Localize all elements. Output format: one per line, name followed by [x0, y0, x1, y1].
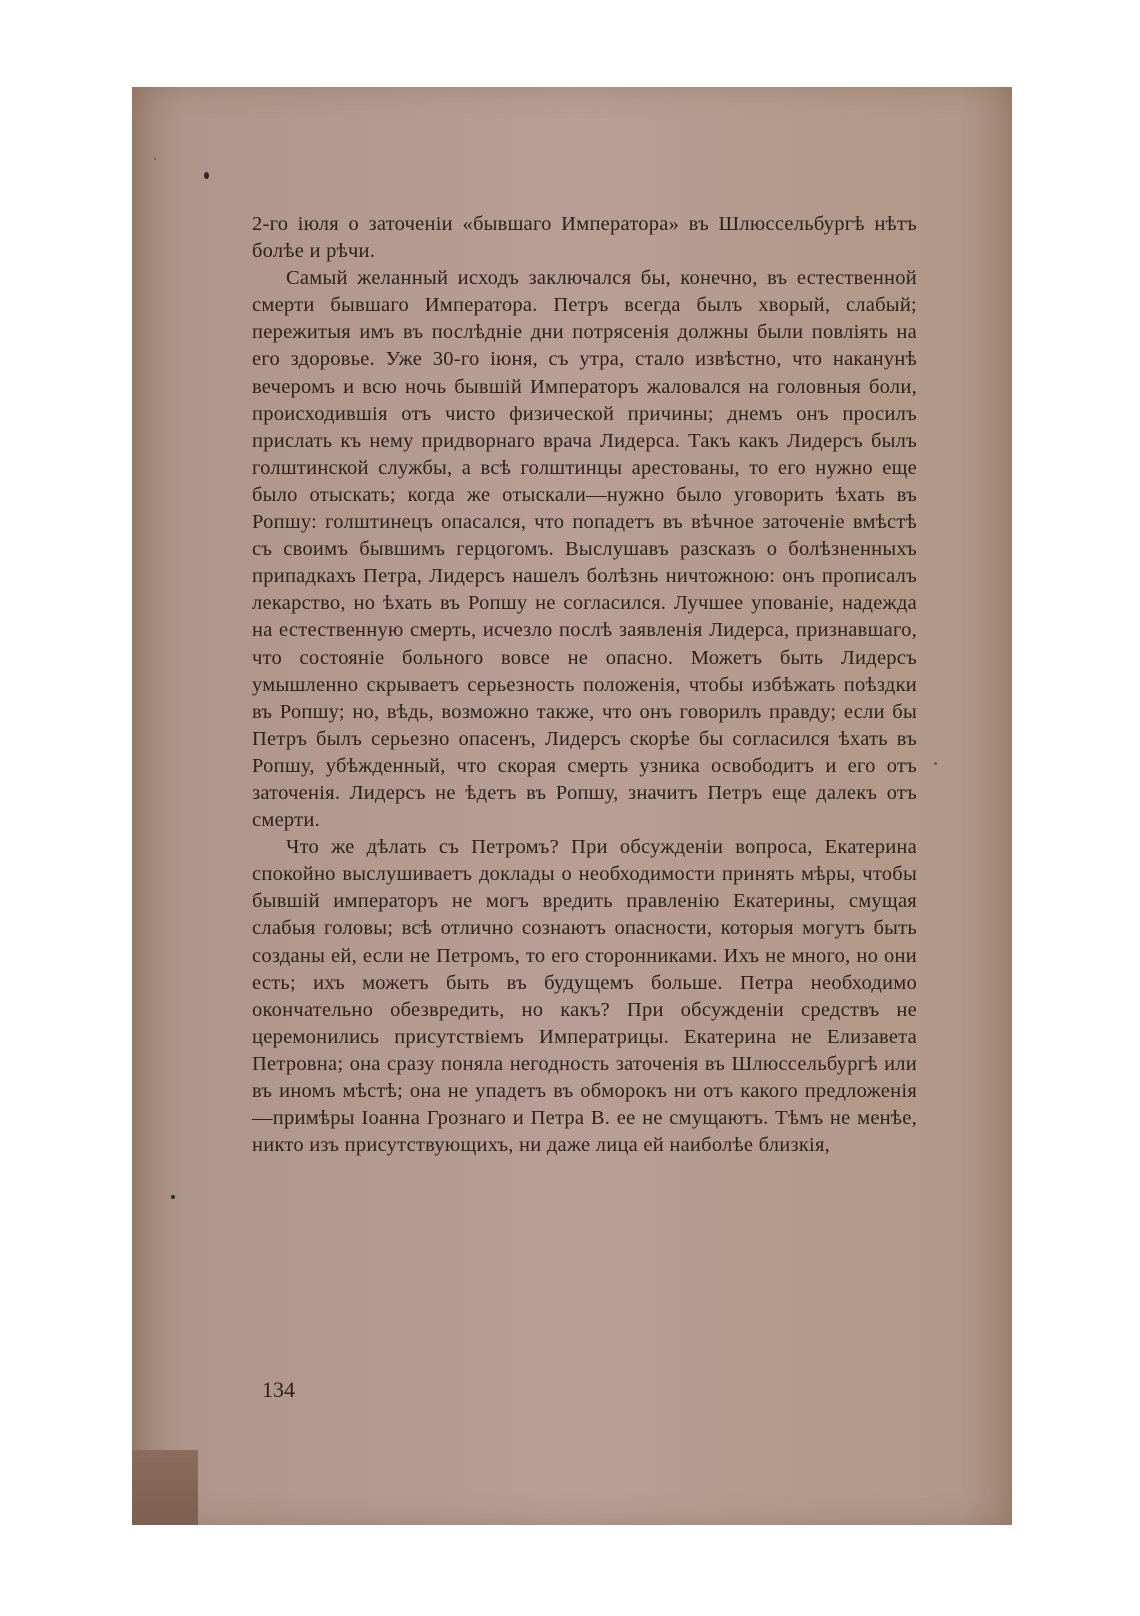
paragraph-3: Что же дѣлать съ Петромъ? При обсужденіи вопроса, Екатерина спокойно выслушиваетъ доклады о необходимости принять мѣры, чтобы бывшій императоръ не могъ вредить правленію Екатерины, смущая слабыя головы; всѣ отлично сознаютъ опасности, которыя могутъ быть созданы ей, если не Петромъ, то его сторонниками. Ихъ не много, но они есть; ихъ можетъ быть въ будущемъ больше. Петра необходимо окончательно обезвредить, но какъ? При обсужденіи средствъ не церемонились присутствіемъ Императрицы. Екатерина не Елизавета Петровна; она сразу поняла негодность заточенія въ Шлюссельбургѣ или въ иномъ мѣстѣ; она не упадетъ въ обморокъ ни отъ какого предложенія—примѣры Іоанна Грознаго и Петра В. ее не смущаютъ. Тѣмъ не менѣе, никто изъ присутствующихъ, ни даже лица ей наиболѣе близкія, [252, 836, 917, 1157]
page-edge-shadow [132, 1450, 198, 1525]
scan-speck [204, 172, 209, 179]
paragraph-2: Самый желанный исходъ заключался бы, конечно, въ естественной смерти бывшаго Императора. Петръ всегда былъ хворый, слабый; пережитыя имъ въ послѣдніе дни потрясенія должны были повліять на его здоровье. Уже 30-го іюня, съ утра, стало извѣстно, что наканунѣ вечеромъ и всю ночь бывшій Императоръ жаловался на головныя боли, происходившія отъ чисто физической причины; днемъ онъ просилъ прислать къ нему придворнаго врача Лидерса. Такъ какъ Лидерсъ былъ голштинской службы, а всѣ голштинцы арестованы, то его нужно еще было отыскать; когда же отыскали—нужно было уговорить ѣхать въ Ропшу: голштинецъ опасался, что попадетъ въ вѣчное заточеніе вмѣстѣ съ своимъ бывшимъ герцогомъ. Выслушавъ разсказъ о болѣзненныхъ припадкахъ Петра, Лидерсъ нашелъ болѣзнь ничтожною: онъ прописалъ лекарство, но ѣхать въ Ропшу не согласился. Лучшее упованіе, надежда на естественную смерть, исчезло послѣ заявленія Лидерса, признавшаго, что состояніе больного вовсе не опасно. Можетъ быть Лидерсъ умышленно скрываетъ серьезность положенія, чтобы избѣжать поѣздки въ Ропшу; но, вѣдь, возможно также, что онъ говорилъ правду; если бы Петръ былъ серьезно опасенъ, Лидерсъ скорѣе бы согласился ѣхать въ Ропшу, убѣжденный, что скорая смерть узника освободитъ и его отъ заточенія. Лидерсъ не ѣдетъ въ Ропшу, значитъ Петръ еще далекъ отъ смерти. [252, 267, 917, 832]
paragraph-1: 2-го іюля о заточеніи «бывшаго Императора» въ Шлюссельбургѣ нѣтъ болѣе и рѣчи. [252, 213, 917, 263]
page-body-text [252, 211, 917, 1159]
scan-speck [154, 158, 156, 160]
scan-speck [171, 1195, 175, 1199]
page-number: 134 [262, 1377, 295, 1402]
scan-speck [934, 762, 937, 765]
